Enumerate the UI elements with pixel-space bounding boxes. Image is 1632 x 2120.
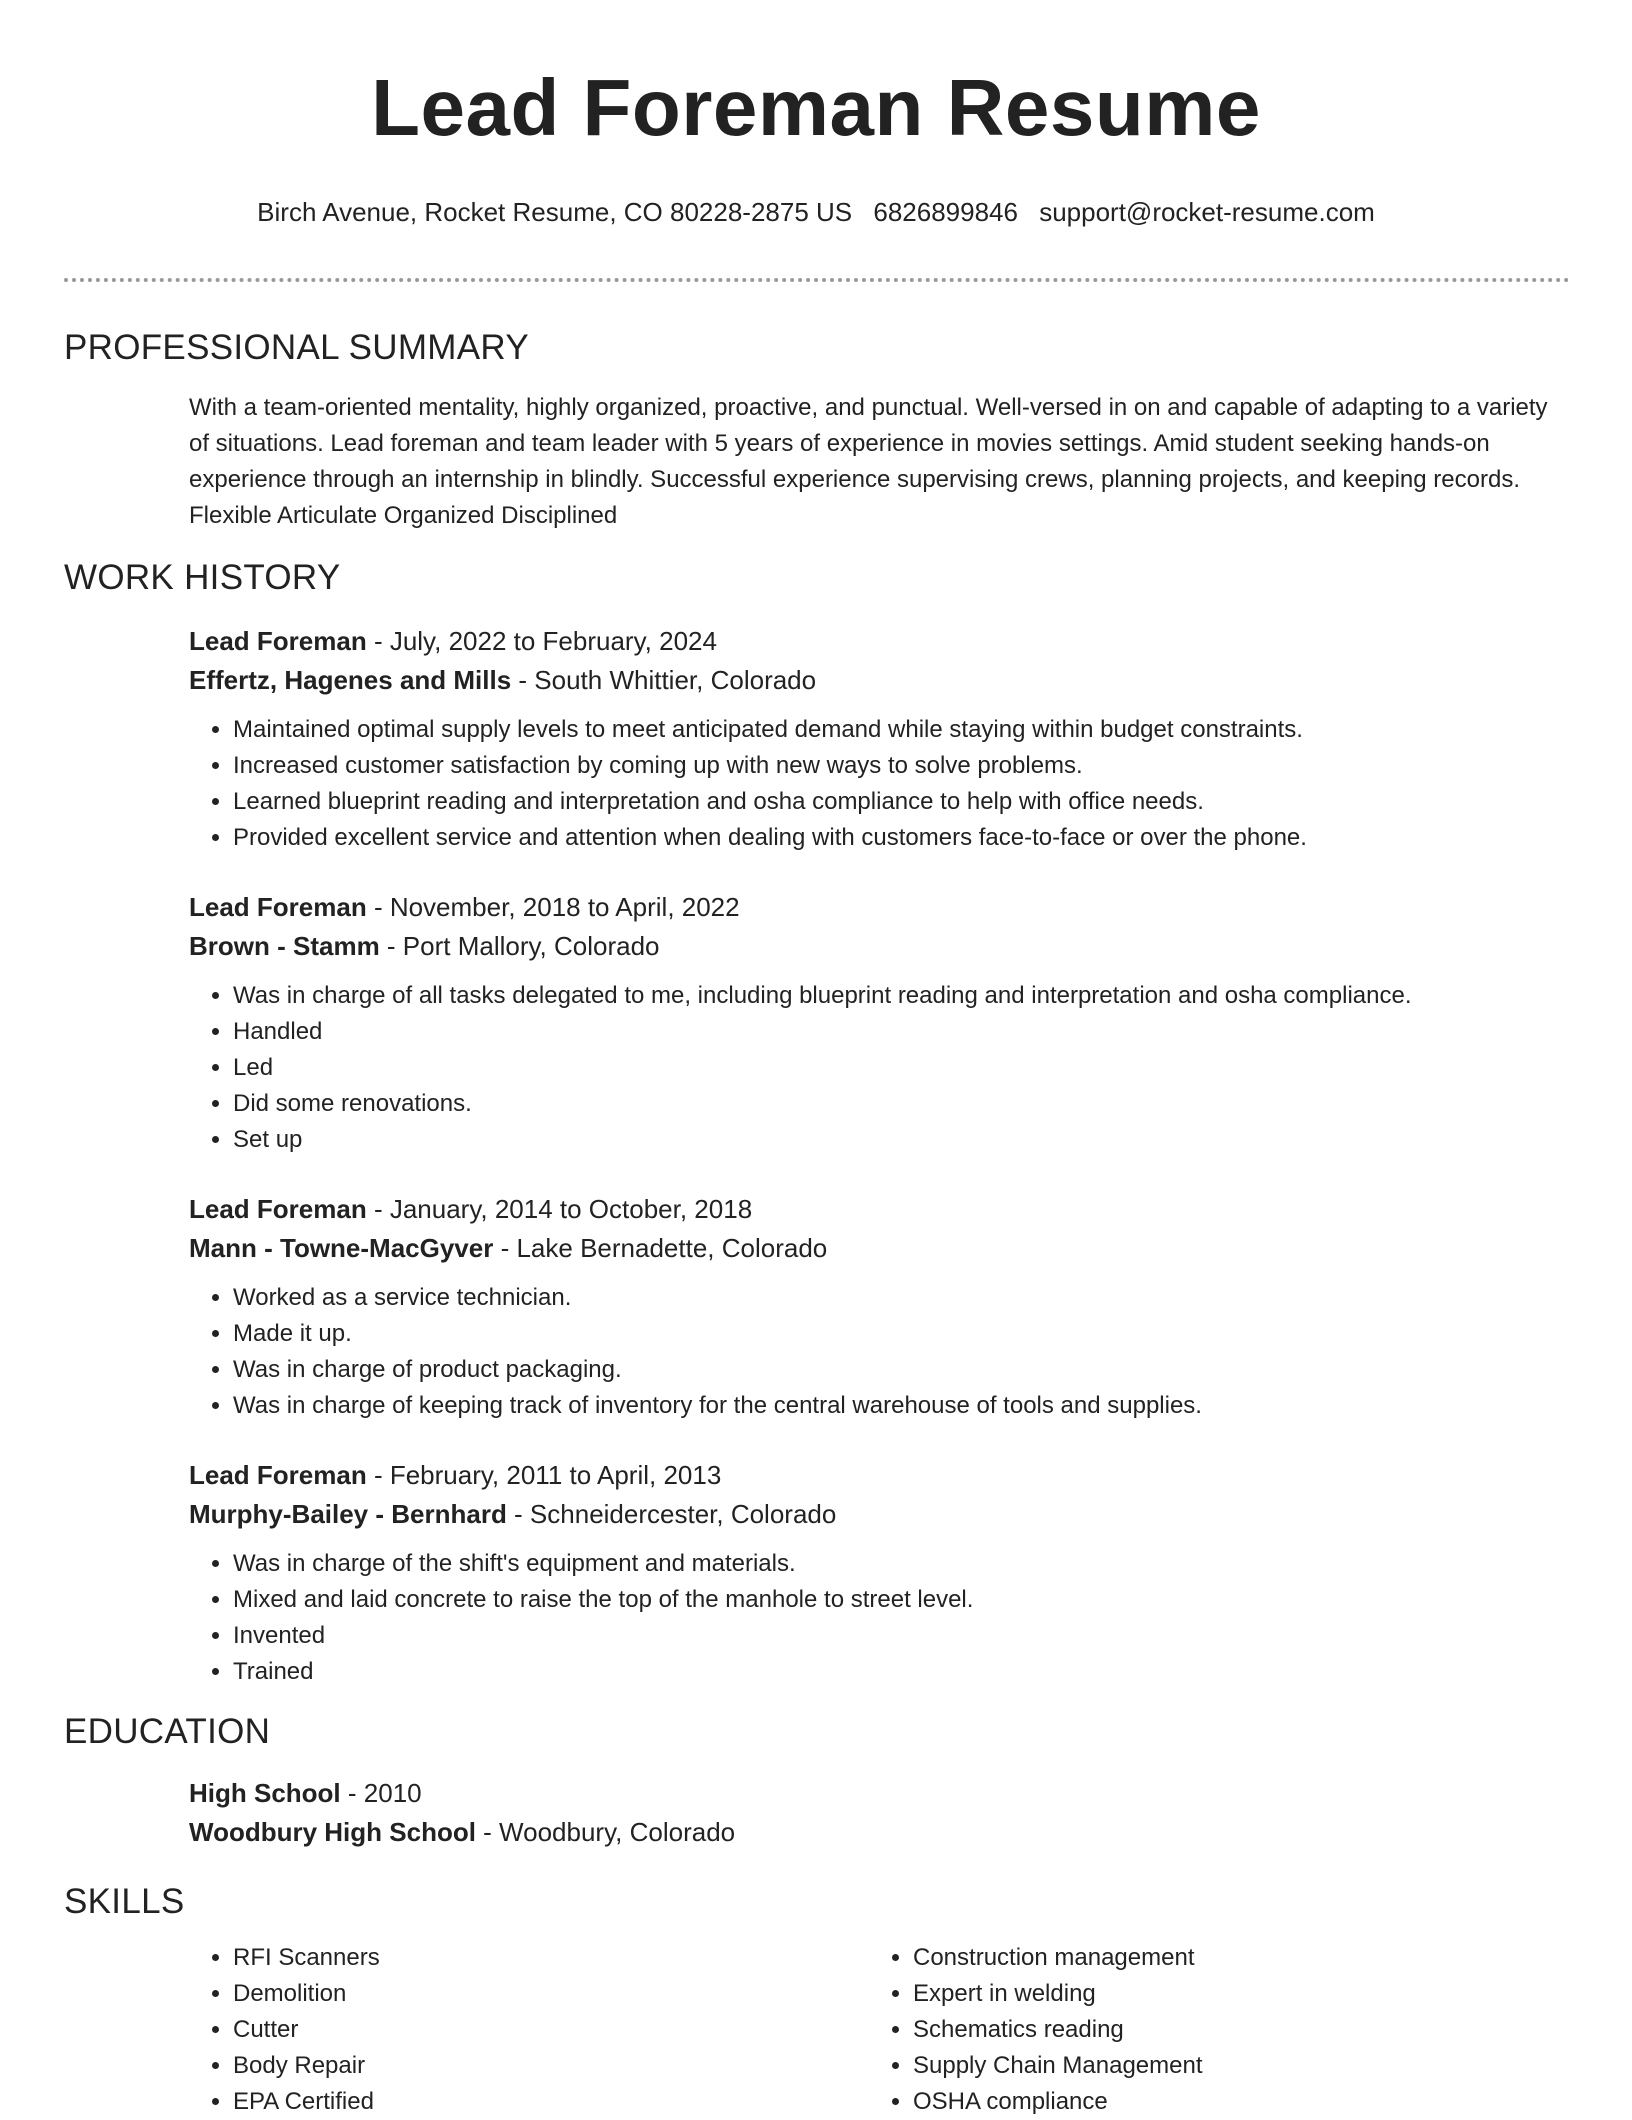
skill-item: • EPA Certified — [233, 2084, 869, 2120]
skill-item: • Demolition — [233, 1976, 869, 2012]
list-item: • Trained — [233, 1654, 1570, 1690]
job-dates: - February, 2011 to April, 2013 — [366, 1460, 722, 1490]
contact-phone: 6826899846 — [873, 197, 1018, 227]
education-year: - 2010 — [340, 1778, 422, 1808]
skill-item: • Schematics reading — [913, 2012, 1203, 2048]
job-company: Brown - Stamm — [189, 931, 380, 961]
summary-text: With a team-oriented mentality, highly organized, proactive, and punctual. Well-versed in on and capable of adapting to a variety of situations. Lead foreman and team leader with 5 years of experience in movies settings. Amid student seeking hands-on experience through an internship in blindly. Successful experience supervising crews, planning projects, and keeping records. Flexible Articulate Organized Disciplined — [189, 394, 1548, 529]
contact-line — [0, 196, 1632, 228]
list-item: • Handled — [233, 1014, 1570, 1050]
header-divider — [64, 278, 1570, 282]
education-school-line — [189, 1813, 1570, 1852]
list-item: • Increased customer satisfaction by coming up with new ways to solve problems. — [233, 748, 1570, 784]
contact-email: support@rocket-resume.com — [1039, 197, 1375, 227]
list-item: • Made it up. — [233, 1316, 1570, 1352]
job-dates: - July, 2022 to February, 2024 — [366, 626, 717, 656]
list-item: • Mixed and laid concrete to raise the top of the manhole to street level. — [233, 1582, 1570, 1618]
job-title: Lead Foreman — [189, 626, 367, 656]
list-item: • Set up — [233, 1122, 1570, 1158]
work-history-heading: WORK HISTORY — [64, 558, 341, 597]
job-location: - Lake Bernadette, Colorado — [493, 1233, 828, 1263]
list-item: • Provided excellent service and attention when dealing with customers face-to-face or over the phone. — [233, 820, 1570, 856]
job-location: - Schneidercester, Colorado — [506, 1499, 837, 1529]
skills-column-left — [189, 1940, 869, 2120]
skill-item: • Construction management — [913, 1940, 1203, 1976]
list-item: • Was in charge of keeping track of inventory for the central warehouse of tools and supplies. — [233, 1388, 1570, 1424]
job-title-line — [189, 1456, 1570, 1495]
job-location: - Port Mallory, Colorado — [379, 931, 660, 961]
list-item: • Was in charge of all tasks delegated to me, including blueprint reading and interpretation and osha compliance. — [233, 978, 1570, 1014]
job-title-line — [189, 1190, 1570, 1229]
list-item: • Was in charge of the shift's equipment and materials. — [233, 1546, 1570, 1582]
skill-item: • RFI Scanners — [233, 1940, 869, 1976]
job-dates: - November, 2018 to April, 2022 — [366, 892, 740, 922]
job-entry — [189, 622, 1570, 856]
list-item: • Worked as a service technician. — [233, 1280, 1570, 1316]
job-company: Mann - Towne-MacGyver — [189, 1233, 494, 1263]
education-school: Woodbury High School — [189, 1817, 476, 1847]
job-company: Murphy-Bailey - Bernhard — [189, 1499, 507, 1529]
skills-column-right — [869, 1940, 1203, 2120]
job-location: - South Whittier, Colorado — [511, 665, 817, 695]
job-duties-list — [189, 978, 1570, 1158]
skill-item: • Supply Chain Management — [913, 2048, 1203, 2084]
job-company-line — [189, 1229, 1570, 1268]
job-company: Effertz, Hagenes and Mills — [189, 665, 512, 695]
job-dates: - January, 2014 to October, 2018 — [366, 1194, 753, 1224]
list-item: • Led — [233, 1050, 1570, 1086]
list-item: • Was in charge of product packaging. — [233, 1352, 1570, 1388]
list-item: • Learned blueprint reading and interpretation and osha compliance to help with office needs. — [233, 784, 1570, 820]
job-title-line — [189, 622, 1570, 661]
education-entry — [189, 1774, 1570, 1852]
job-duties-list — [189, 1546, 1570, 1690]
list-item: • Maintained optimal supply levels to meet anticipated demand while staying within budget constraints. — [233, 712, 1570, 748]
list-item: • Invented — [233, 1618, 1570, 1654]
skill-item: • OSHA compliance — [913, 2084, 1203, 2120]
job-title-line — [189, 888, 1570, 927]
skill-item: • Cutter — [233, 2012, 869, 2048]
job-entry — [189, 1190, 1570, 1424]
job-company-line — [189, 927, 1570, 966]
job-company-line — [189, 1495, 1570, 1534]
contact-address: Birch Avenue, Rocket Resume, CO 80228-2875 US — [257, 197, 853, 227]
resume-title: Lead Foreman Resume — [371, 63, 1261, 152]
summary-heading: PROFESSIONAL SUMMARY — [64, 328, 529, 367]
job-title: Lead Foreman — [189, 1194, 367, 1224]
skills-heading: SKILLS — [64, 1882, 185, 1921]
job-title: Lead Foreman — [189, 1460, 367, 1490]
skills-list — [189, 1940, 1632, 2120]
job-company-line — [189, 661, 1570, 700]
education-degree: High School — [189, 1778, 341, 1808]
job-entry — [189, 1456, 1570, 1690]
job-duties-list — [189, 1280, 1570, 1424]
job-entry — [189, 888, 1570, 1158]
education-heading: EDUCATION — [64, 1712, 271, 1751]
education-location: - Woodbury, Colorado — [475, 1817, 736, 1847]
education-degree-line — [189, 1774, 1570, 1813]
skill-item: • Expert in welding — [913, 1976, 1203, 2012]
skill-item: • Body Repair — [233, 2048, 869, 2084]
job-title: Lead Foreman — [189, 892, 367, 922]
job-duties-list — [189, 712, 1570, 856]
list-item: • Did some renovations. — [233, 1086, 1570, 1122]
